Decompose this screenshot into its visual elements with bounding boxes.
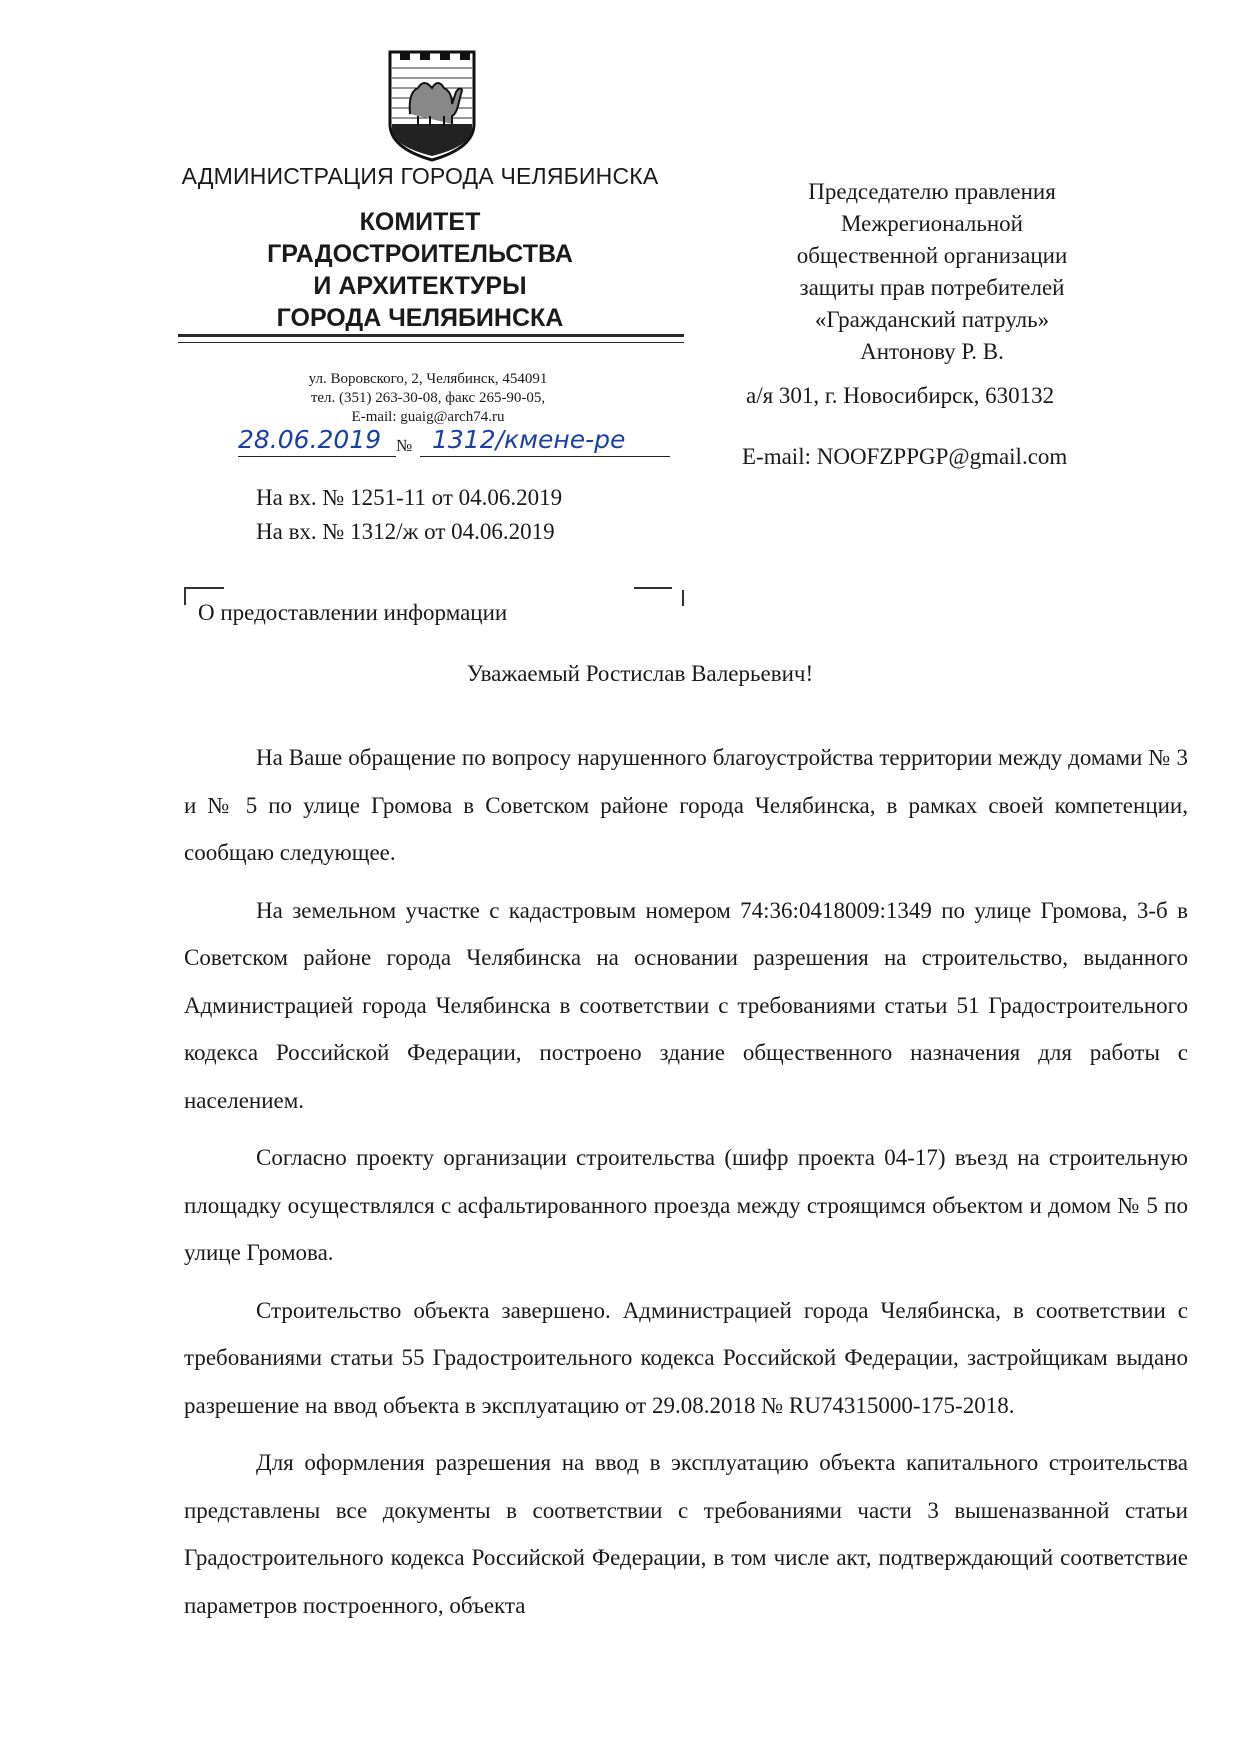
committee-line: ГРАДОСТРОИТЕЛЬСТВА xyxy=(267,240,573,268)
recipient-line: Председателю правления xyxy=(808,179,1056,204)
committee-title xyxy=(160,206,680,334)
recipient-block xyxy=(742,176,1122,368)
committee-email: E-mail: guaig@arch74.ru xyxy=(351,409,505,425)
recipient-email: E-mail: NOOFZPPGP@gmail.com xyxy=(742,444,1068,469)
subject-bracket-left-vertical xyxy=(184,587,186,605)
header-divider xyxy=(178,334,684,337)
subject-bracket-right xyxy=(634,587,672,589)
subject-bracket-left xyxy=(184,587,224,589)
committee-line: И АРХИТЕКТУРЫ xyxy=(313,272,527,300)
committee-line: КОМИТЕТ xyxy=(359,208,481,236)
body-paragraph: Согласно проекту организации строительства (шифр проекта 04-17) въезд на строительную площадку осуществлялся с асфальтированного проезда между строящимся объектом и домом № 5 по улице Громова. xyxy=(184,1145,1188,1265)
recipient-line: Межрегиональной xyxy=(840,211,1023,236)
body-paragraph: Для оформления разрешения на ввод в эксплуатацию объекта капитального строительства представлены все документы в соответствии с требованиями части 3 вышеназванной статьи Градостроительного кодекса Российской Федерации, в том числе акт, подтверждающий соответствие параметров построенного, объекта xyxy=(184,1450,1188,1618)
header-divider-thin xyxy=(178,342,684,343)
committee-contacts xyxy=(218,370,638,427)
registration-date: 28.06.2019 xyxy=(238,425,382,454)
recipient-line: «Гражданский патруль» xyxy=(814,307,1050,332)
committee-phone: тел. (351) 263-30-08, факс 265-90-05, xyxy=(310,390,546,406)
date-underline xyxy=(238,456,396,457)
incoming-reference: На вх. № 1251-11 от 04.06.2019 xyxy=(256,485,563,510)
committee-line: ГОРОДА ЧЕЛЯБИНСКА xyxy=(276,304,564,332)
body-paragraph: Строительство объекта завершено. Администрацией города Челябинска, в соответствии с требованиями статьи 55 Градостроительного кодекса Российской Федерации, застройщикам выдано разрешение на ввод объекта в эксплуатацию от 29.08.2018 № RU74315000-175-2018. xyxy=(184,1297,1188,1418)
recipient-line: общественной организации xyxy=(796,243,1068,268)
recipient-address: а/я 301, г. Новосибирск, 630132 xyxy=(746,383,1055,408)
incoming-reference: На вх. № 1312/ж от 04.06.2019 xyxy=(256,519,555,544)
letter-subject: О предоставлении информации xyxy=(198,600,508,625)
letter-body xyxy=(184,734,1188,1639)
administration-title: АДМИНИСТРАЦИЯ ГОРОДА ЧЕЛЯБИНСКА xyxy=(181,163,659,189)
number-sign: № xyxy=(396,436,413,455)
body-paragraph: На земельном участке с кадастровым номером 74:36:0418009:1349 по улице Громова, 3-б в Советском районе города Челябинска на основании разрешения на строительство, выданного Администрацией города Челябинска в соответствии с требованиями статьи 51 Градостроительного кодекса Российской Федерации, построено здание общественного назначения для работы с населением. xyxy=(184,897,1188,1113)
incoming-references xyxy=(256,481,562,549)
registration-number: 1312/кмене-ре xyxy=(432,425,626,454)
recipient-name: Антонову Р. В. xyxy=(860,339,1004,364)
recipient-line: защиты прав потребителей xyxy=(799,275,1065,300)
number-underline xyxy=(420,456,670,457)
body-paragraph: На Ваше обращение по вопросу нарушенного благоустройства территории между домами № 3 и № 5 по улице Громова в Советском районе города Челябинска, в рамках своей компетенции, сообщаю следующее. xyxy=(184,745,1188,865)
letter-greeting: Уважаемый Ростислав Валерьевич! xyxy=(466,661,814,686)
committee-address: ул. Воровского, 2, Челябинск, 454091 xyxy=(308,371,548,387)
coat-of-arms-icon xyxy=(386,48,478,164)
subject-bracket-right-vertical xyxy=(682,590,684,606)
